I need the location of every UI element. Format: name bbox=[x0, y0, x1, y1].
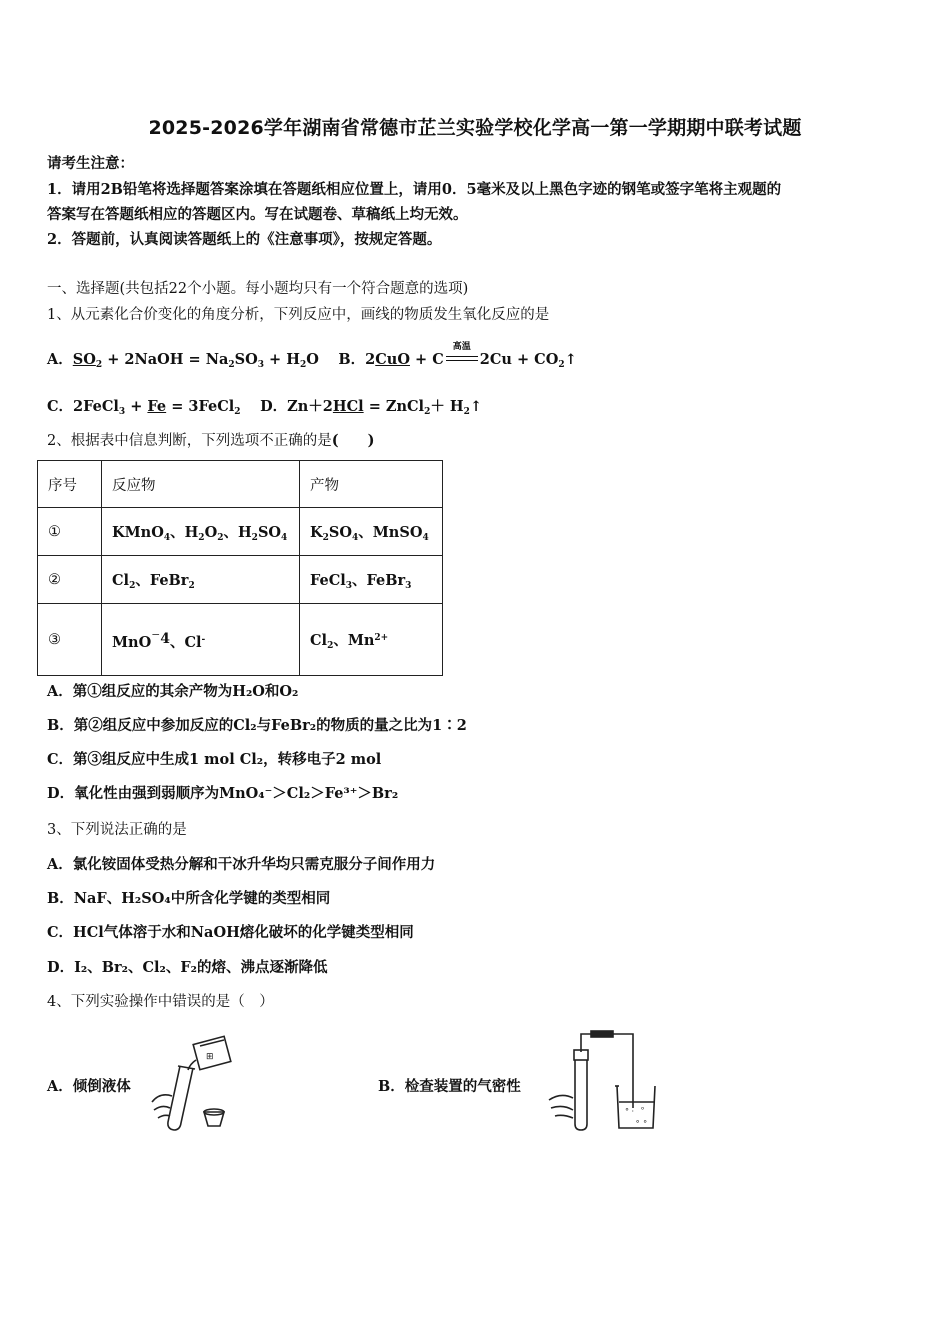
q4-option-a: A．倾倒液体 bbox=[47, 1078, 131, 1095]
high-temp-condition: 高温 bbox=[446, 353, 478, 367]
header-reactants: 反应物 bbox=[102, 461, 300, 508]
row-number: ③ bbox=[38, 604, 102, 676]
row-reactants: KMnO$_4$、$H_2O_2$、$H_2SO_4$ bbox=[102, 508, 300, 556]
row-reactants: $Cl_2$、FeBr$_2$ bbox=[102, 556, 300, 604]
header-products: 产物 bbox=[300, 461, 443, 508]
notice-item-1b: 答案写在答题纸相应的答题区内。写在试题卷、草稿纸上均无效。 bbox=[47, 206, 468, 223]
notice-item-2: 2．答题前，认真阅读答题纸上的《注意事项》，按规定答题。 bbox=[47, 231, 442, 248]
pouring-liquid-illustration bbox=[148, 1030, 238, 1132]
table-row bbox=[38, 508, 443, 556]
svg-text:∘ ∘: ∘ ∘ bbox=[635, 1117, 648, 1126]
q1-stem: 1、从元素化合价变化的角度分析，下列反应中，画线的物质发生氧化反应的是 bbox=[47, 307, 550, 323]
row-number: ① bbox=[38, 508, 102, 556]
reaction-table bbox=[37, 460, 443, 676]
q4-stem: 4、下列实验操作中错误的是（ ） bbox=[47, 994, 274, 1010]
q3-option-c: C．HCl气体溶于水和NaOH熔化破坏的化学键类型相同 bbox=[47, 924, 414, 941]
section-heading: 一、选择题(共包括22个小题。每小题均只有一个符合题意的选项) bbox=[47, 281, 469, 297]
q2-stem-line bbox=[47, 429, 374, 450]
svg-text:⊞: ⊞ bbox=[206, 1052, 214, 1062]
q2-option-a: A．第①组反应的其余产物为H₂O和O₂ bbox=[47, 683, 299, 700]
row-products: $K_2SO_4$、MnSO$_4$ bbox=[300, 508, 443, 556]
q1-options-ab: A．$SO_2$ + 2NaOH = $Na_2SO_3 + H_2O$ B．2CuO + C 高温 $2Cu + CO_2↑$ bbox=[47, 342, 577, 370]
q3-option-a: A．氯化铵固体受热分解和干冰升华均只需克服分子间作用力 bbox=[47, 856, 436, 873]
q2-option-d: D．氧化性由强到弱顺序为MnO₄⁻＞Cl₂＞Fe³⁺＞Br₂ bbox=[47, 785, 399, 802]
table-row bbox=[38, 556, 443, 604]
q1-options-cd: C．2FeCl$_3$ + Fe = 3FeCl$_2$ D．Zn＋2HCl = ZnCl$_2$＋ $H_2↑$ bbox=[47, 398, 482, 417]
row-products: FeCl$_3$、FeBr$_3$ bbox=[300, 556, 443, 604]
q2-option-c: C．第③组反应中生成1 mol Cl₂，转移电子2 mol bbox=[47, 751, 382, 768]
header-number: 序号 bbox=[38, 461, 102, 508]
page-title: 2025-2026学年湖南省常德市芷兰实验学校化学高一第一学期期中联考试题 bbox=[148, 117, 802, 139]
svg-text:° ·: ° · bbox=[625, 1107, 635, 1116]
row-number: ② bbox=[38, 556, 102, 604]
q3-stem: 3、下列说法正确的是 bbox=[47, 822, 187, 838]
notice-heading: 请考生注意： bbox=[47, 155, 134, 172]
q4-option-b: B．检查装置的气密性 bbox=[378, 1078, 521, 1095]
svg-text:ᵒ: ᵒ bbox=[641, 1105, 645, 1114]
notice-item-1a: 1．请用2B铅笔将选择题答案涂填在答题纸相应位置上，请用0．5毫米及以上黑色字迹的钢笔或签字笔将主观题的 bbox=[47, 181, 782, 198]
table-header-row bbox=[38, 461, 443, 508]
row-products: $Cl_2$、$Mn^{2+}$ bbox=[300, 604, 443, 676]
q3-option-b: B．NaF、H₂SO₄中所含化学键的类型相同 bbox=[47, 890, 331, 907]
row-reactants: $MnO^-_4$、Cl- bbox=[102, 604, 300, 676]
q3-option-d: D．I₂、Br₂、Cl₂、F₂的熔、沸点逐渐降低 bbox=[47, 959, 328, 976]
q2-stem: 2、根据表中信息判断，下列选项不正确的是 bbox=[47, 433, 332, 449]
airtightness-check-illustration bbox=[545, 1028, 660, 1133]
q2-paren: ( ) bbox=[331, 432, 375, 449]
table-row bbox=[38, 604, 443, 676]
q2-option-b: B．第②组反应中参加反应的Cl₂与FeBr₂的物质的量之比为1∶2 bbox=[47, 717, 467, 734]
